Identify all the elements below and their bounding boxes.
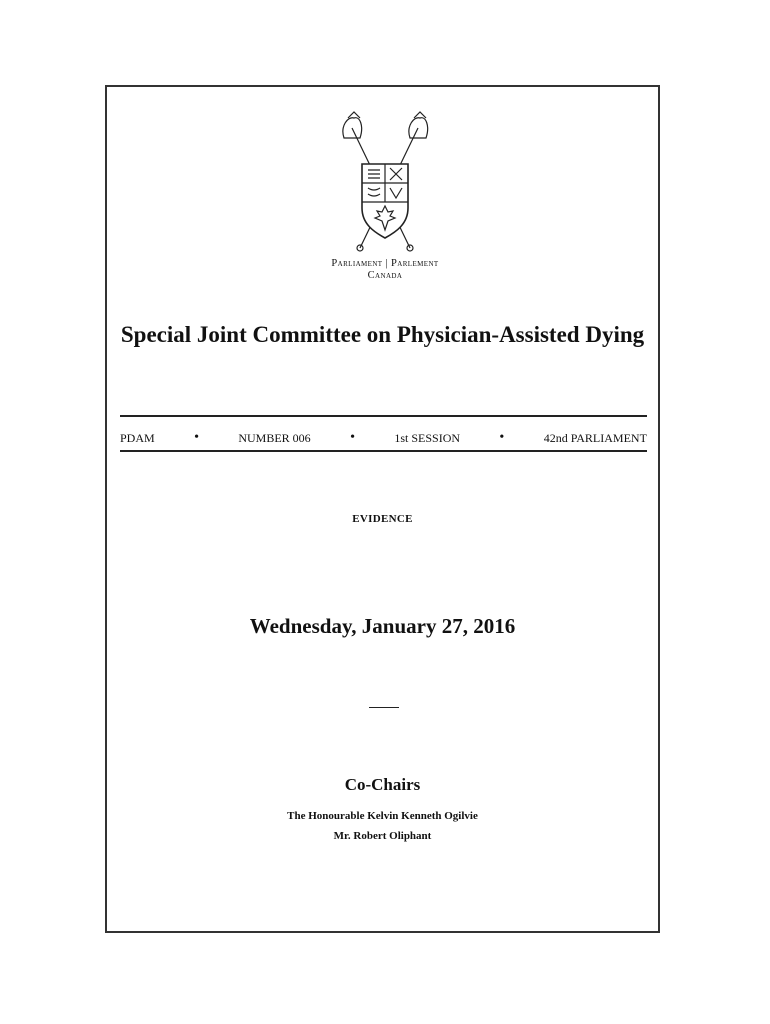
committee-title: Special Joint Committee on Physician-Assisted Dying	[120, 322, 645, 347]
parliament-name: Parliament | Parlement	[331, 258, 439, 269]
section-divider	[369, 707, 399, 708]
top-rule	[120, 415, 647, 417]
parliament-crest-icon	[330, 108, 440, 258]
separator-dot: •	[499, 430, 505, 445]
country-name: Canada	[367, 270, 403, 281]
info-bar	[120, 430, 647, 446]
separator-dot: •	[350, 430, 355, 445]
co-chairs-heading: Co-Chairs	[344, 775, 421, 794]
committee-acronym: PDAM	[120, 430, 155, 445]
co-chair-name: Mr. Robert Oliphant	[333, 830, 432, 842]
separator-dot: •	[194, 430, 199, 445]
meeting-date: Wednesday, January 27, 2016	[249, 614, 516, 638]
parliament-wordmark	[300, 258, 470, 282]
co-chair-name: The Honourable Kelvin Kenneth Ogilvie	[287, 810, 478, 822]
evidence-label: EVIDENCE	[352, 513, 413, 525]
session-label: 1st SESSION	[394, 430, 461, 445]
parliament-label: 42nd PARLIAMENT	[543, 430, 647, 445]
bottom-rule	[120, 450, 647, 452]
meeting-number: NUMBER 006	[238, 430, 311, 445]
